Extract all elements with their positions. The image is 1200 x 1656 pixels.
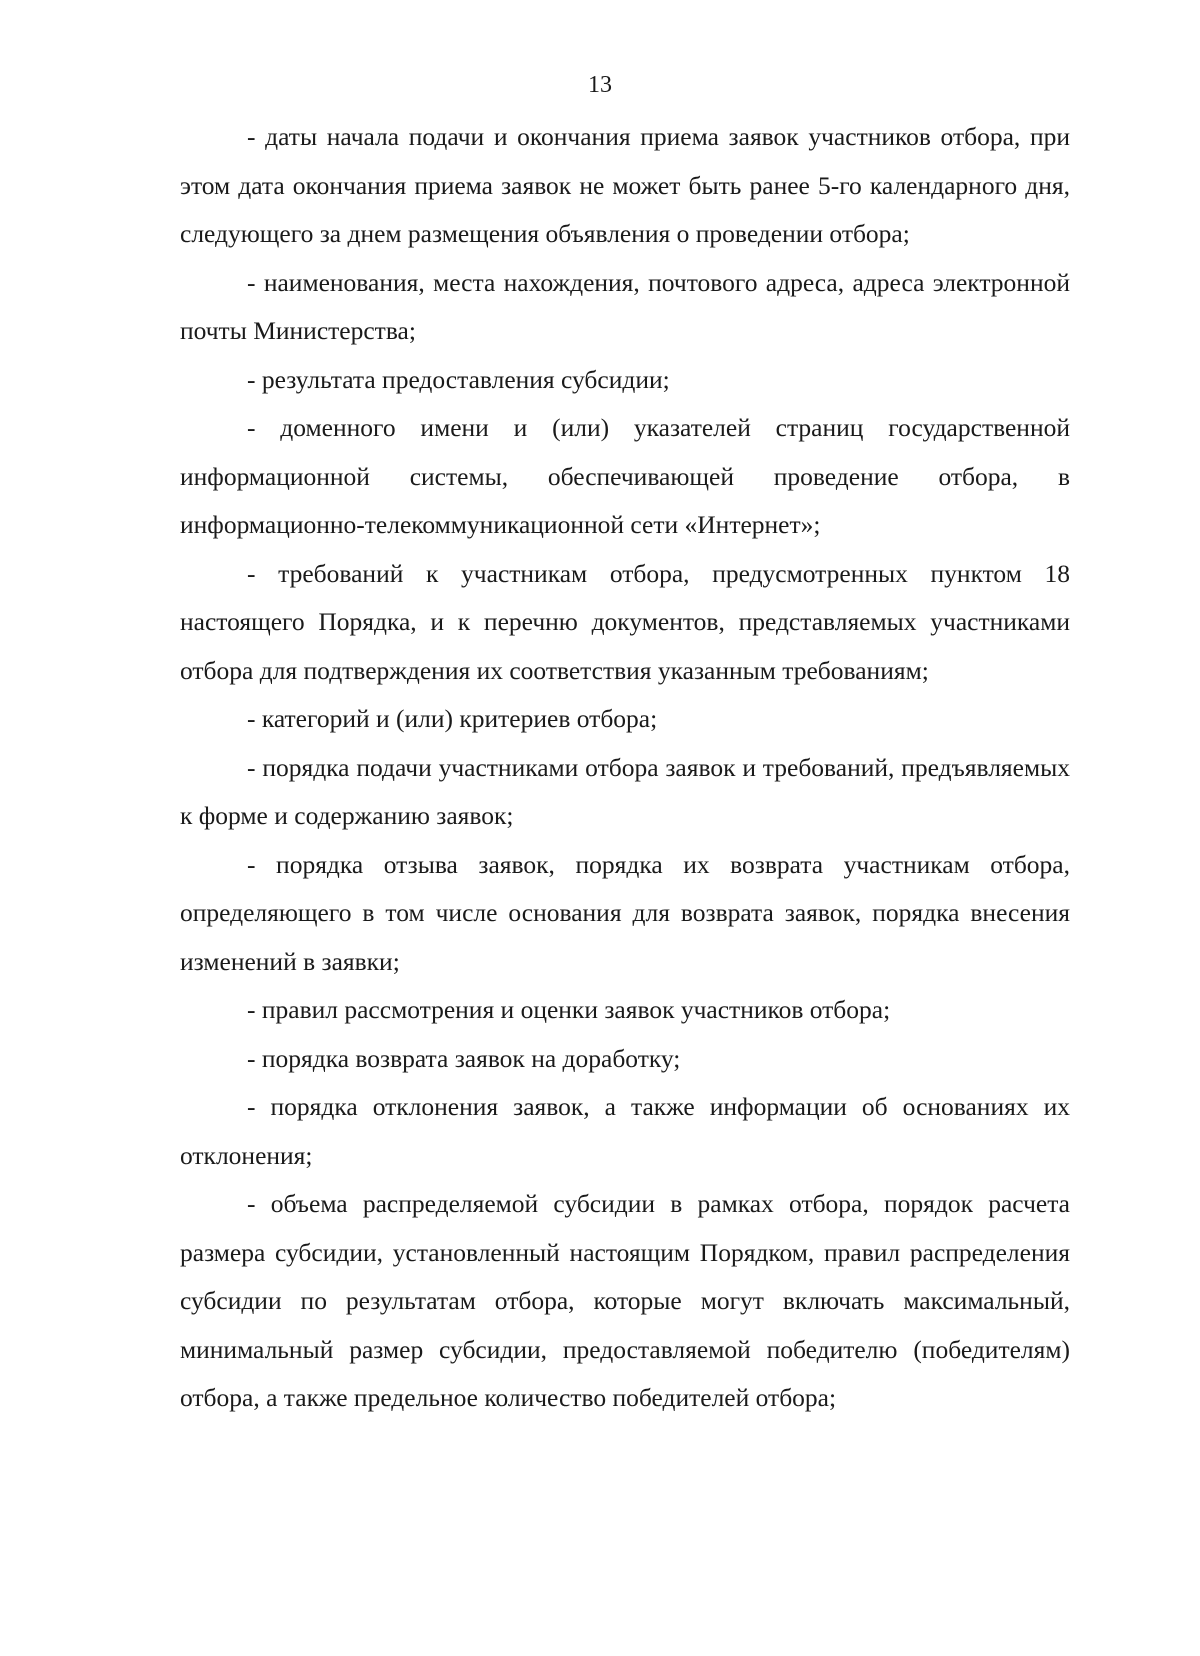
list-item-application-dates: - даты начала подачи и окончания приема заявок участников отбора, при этом дата окончания приема заявок не может быть ранее 5-го календарного дня, следующего за днем размещения объявления о проведении отбора; xyxy=(180,122,1070,248)
list-item-subsidy-volume: - объема распределяемой субсидии в рамках отбора, порядок расчета размера субсидии, установленный настоящим Порядком, правил распределения субсидии по результатам отбора, которые могут включать максимальный, минимальный размер субсидии, предоставляемой победителю (победителям) отбора, а также предельное количество победителей отбора; xyxy=(180,1189,1070,1412)
list-item-submission-procedure: - порядка подачи участниками отбора заявок и требований, предъявляемых к форме и содержанию заявок; xyxy=(180,752,1070,830)
list-item-subsidy-result: - результата предоставления субсидии; xyxy=(247,364,670,394)
list-item-rejection-procedure: - порядка отклонения заявок, а также информации об основаниях их отклонения; xyxy=(180,1092,1070,1170)
list-item-ministry-contacts: - наименования, места нахождения, почтового адреса, адреса электронной почты Министерства; xyxy=(180,267,1070,345)
document-body xyxy=(180,113,1070,1423)
list-item-withdrawal-procedure: - порядка отзыва заявок, порядка их возврата участникам отбора, определяющего в том числе основания для возврата заявок, порядка внесения изменений в заявки; xyxy=(180,849,1070,976)
list-item-categories-criteria: - категорий и (или) критериев отбора; xyxy=(247,704,658,733)
page-number: 13 xyxy=(588,72,612,98)
list-item-participant-requirements: - требований к участникам отбора, предусмотренных пунктом 18 настоящего Порядка, и к перечню документов, представляемых участниками отбора для подтверждения их соответствия указанным требованиям; xyxy=(180,558,1070,685)
list-item-return-for-revision: - порядка возврата заявок на доработку; xyxy=(247,1043,681,1073)
list-item-review-rules: - правил рассмотрения и оценки заявок участников отбора; xyxy=(247,995,891,1024)
list-item-domain-name: - доменного имени и (или) указателей страниц государственной информационной системы, обеспечивающей проведение отбора, в информационно-телекоммуникационной сети «Интернет»; xyxy=(180,413,1070,539)
